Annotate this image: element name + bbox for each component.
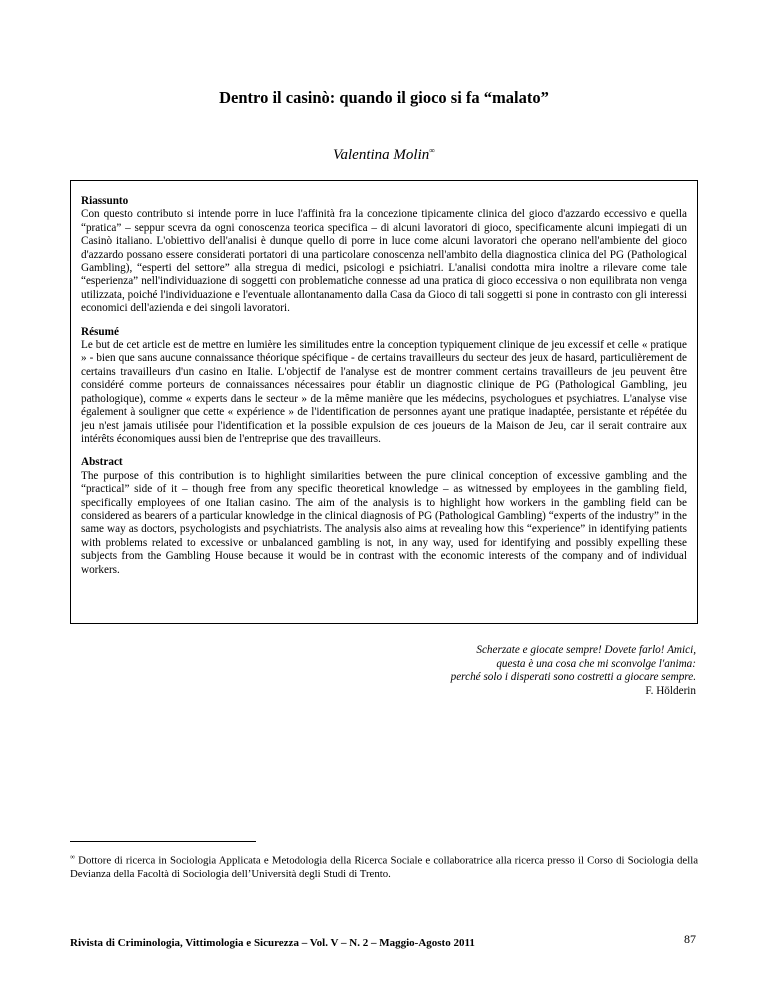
abstract-section-italian (81, 195, 687, 316)
abstract-box (70, 180, 698, 624)
section-body: Le but de cet article est de mettre en lumière les similitudes entre la conception typiquement clinique de jeu excessif et celle « pratique » - bien que sans aucune connaissance théorique spécifique - de certains travailleurs du secteur des jeux de hasard, particulièrement de certains travailleurs d'un casino en Italie. L'objectif de l'analyse est de montrer comment certains travailleurs de jeu peuvent être considéré comme porteurs de connaissances nécessaires pour établir un diagnostic clinique de PG (Pathological Gambling, jeu pathologique), comme « experts dans le secteur » de la même manière que les médecins, psychologues et psychiatres. L'analyse vise également à souligner que cette « expérience » de l'identification de personnes ayant une pratique inadaptée, persistante et répétée du jeu n'est jamais utilisée pour l'identification et la possible expulsion de ces joueurs de la Maison de Jeu, car il serait contraire aux intérêts économiques aussi bien de l'entreprise que des travailleurs. (81, 339, 687, 445)
epigraph-line: questa è una cosa che mi sconvolge l'anima: (496, 657, 696, 670)
epigraph (316, 644, 696, 698)
section-heading: Résumé (81, 325, 119, 338)
author-footnote-mark[interactable]: ∞ (429, 146, 435, 155)
footnote-divider (70, 841, 256, 842)
epigraph-line: perché solo i disperati sono costretti a giocare sempre. (450, 671, 696, 684)
abstract-section-english (81, 456, 687, 577)
section-body: The purpose of this contribution is to highlight similarities between the pure clinical conception of excessive gambling and the “practical” side of it – though free from any specific theoretical knowledge – as witnessed by employees in the gambling field, specifically employees of one Italian casino. The aim of the analysis is to highlight how workers in the gambling field can be considered as bearers of a particular knowledge in the clinical diagnosis of PG (Pathological Gambling) “experts of the industry” in the same way as doctors, psychologists and psychiatrists. The analysis also aims at revealing how this “experience” in identifying patients with problems related to excessive or unbalanced gambling is not, in any way, used for identifying and possibly expelling these subjects from the Gambling House because it would be in contrast with the economic interests of the company and of individual workers. (81, 469, 687, 576)
page-number: 87 (684, 932, 696, 946)
abstract-section-french (81, 326, 687, 447)
section-heading: Riassunto (81, 195, 129, 207)
author-name: Valentina Molin (333, 147, 430, 163)
author-line (0, 146, 768, 164)
section-body: Con questo contributo si intende porre in luce l'affinità fra la concezione tipicamente clinica del gioco d'azzardo eccessivo e quella “pratica” – seppur scevra da ogni conoscenza teorica specifica – di alcuni lavoratori di gioco, specificamente alcuni impiegati di un Casinò italiano. L'obiettivo dell'analisi è dunque quello di porre in luce come alcuni lavoratori che operano nell'ambiente del gioco d'azzardo possano essere considerati portatori di una particolare conoscenza nell'ambito della diagnostica clinica del PG (Pathological Gambling), “esperti del settore” alla stregua di medici, psicologi e psichiatri. L'analisi condotta mira inoltre a rilevare come tale “esperienza” nell'individuazione di soggetti con problematiche connesse ad una pratica di gioco eccessiva o non equilibrata non venga utilizzata, poiché l'individuazione e l'eventuale allontanamento dalla Casa da Gioco di tali soggetti si pone in contrasto con gli interessi economici dell'azienda e dei singoli lavoratori. (81, 208, 687, 315)
epigraph-line: Scherzate e giocate sempre! Dovete farlo! Amici, (476, 644, 696, 656)
footnote-text: Dottore di ricerca in Sociologia Applicata e Metodologia della Ricerca Sociale e collaboratrice alla ricerca presso il Corso di Sociologia della Devianza della Facoltà di Sociologia dell’Università degli Studi di Trento. (70, 854, 698, 880)
footnote (70, 851, 698, 881)
epigraph-attribution: F. Hölderin (645, 684, 696, 697)
journal-footer: Rivista di Criminologia, Vittimologia e Sicurezza – Vol. V – N. 2 – Maggio-Agosto 2011 (70, 937, 475, 949)
article-title: Dentro il casinò: quando il gioco si fa “malato” (219, 88, 549, 107)
section-heading: Abstract (81, 456, 123, 469)
footnote-mark: ∞ (70, 853, 75, 861)
